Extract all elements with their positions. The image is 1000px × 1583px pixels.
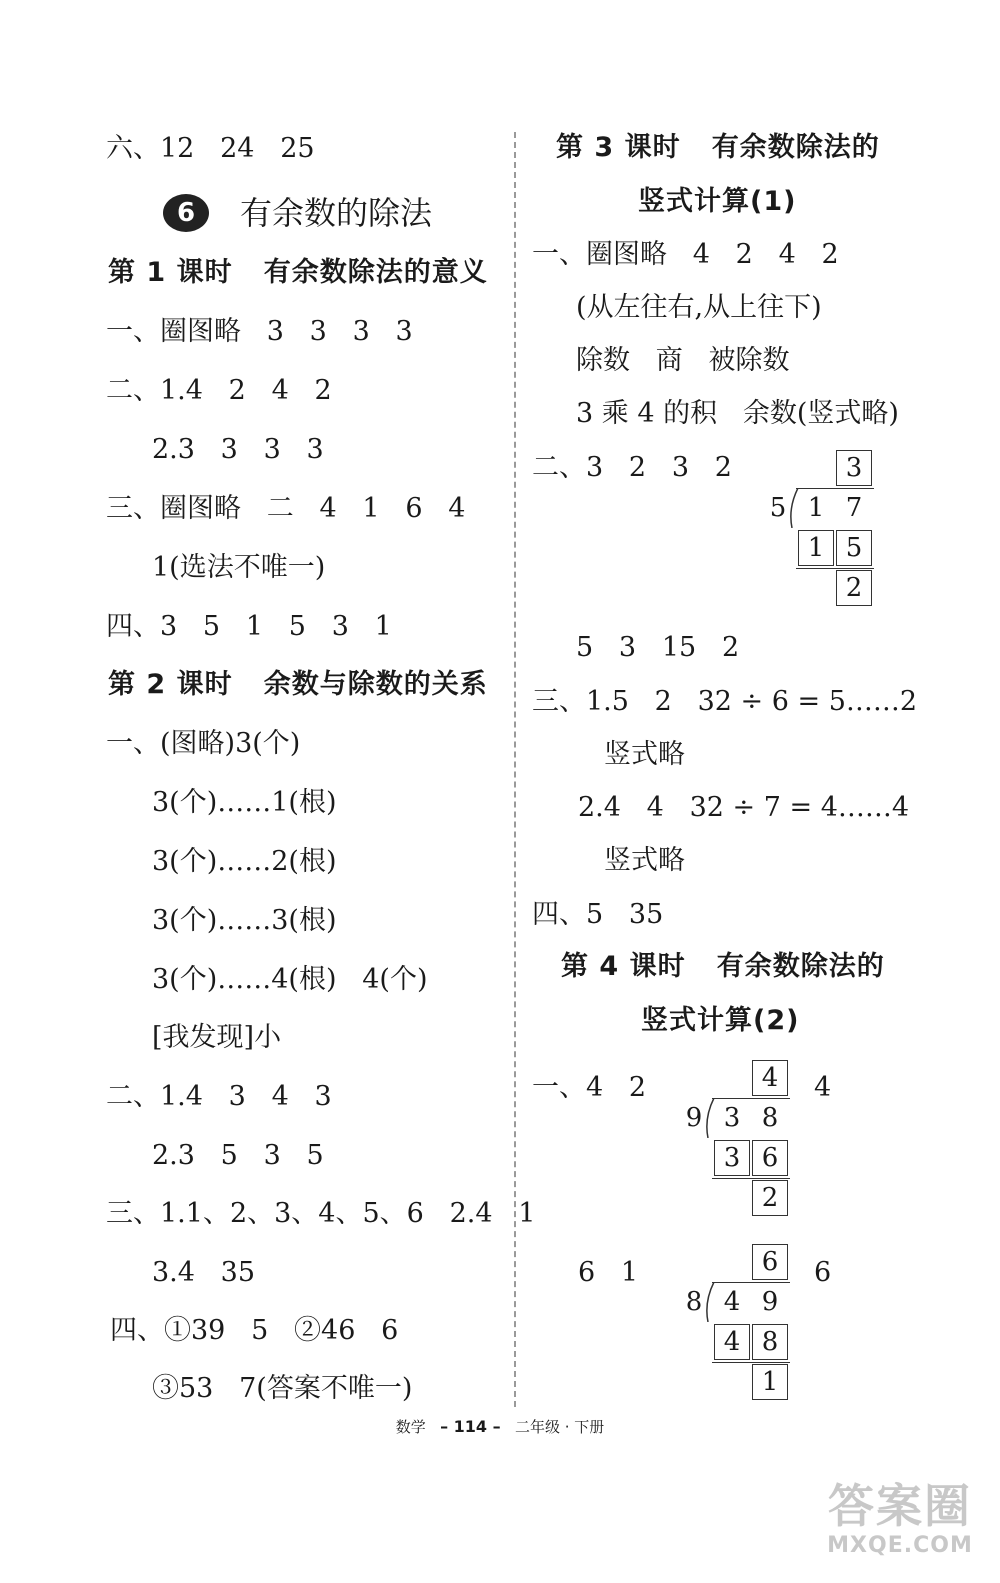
chapter-title: 有余数的除法 [240, 194, 433, 232]
subtraction-line [712, 1178, 790, 1179]
subtraction-line [712, 1362, 790, 1363]
answer-line: 3(个)……1(根) [152, 787, 337, 818]
product-box: 8 [752, 1324, 788, 1360]
answer-line: 2.3 3 3 3 [152, 434, 324, 465]
answer-line: 3.4 35 [152, 1257, 256, 1288]
answer-line: (从左往右,从上往下) [576, 292, 822, 323]
answer-line: 一、4 2 [532, 1072, 647, 1103]
chapter-number-badge: 6 [163, 194, 209, 232]
product-box: 3 [714, 1140, 750, 1176]
answer-line: 四、5 35 [532, 899, 664, 930]
product-box: 1 [798, 530, 834, 566]
answer-line: 6 [814, 1257, 832, 1288]
answer-line: 一、(图略)3(个) [106, 728, 301, 759]
lesson-heading: 第 2 课时 余数与除数的关系 [108, 669, 488, 700]
answer-line: 5 3 15 2 [576, 632, 740, 663]
answer-line: ③53 7(答案不唯一) [152, 1373, 413, 1404]
answer-line: 四、①39 5 ②46 6 [110, 1315, 399, 1346]
answer-line: 1(选法不唯一) [152, 552, 326, 583]
lesson-heading: 第 3 课时 有余数除法的 [556, 132, 880, 163]
answer-line: 3 乘 4 的积 余数(竖式略) [576, 398, 899, 429]
divisor: 8 [685, 1287, 703, 1317]
dividend-digit: 8 [761, 1103, 779, 1133]
division-bar [796, 488, 874, 489]
answer-line: 一、圈图略 3 3 3 3 [106, 316, 413, 347]
dividend-digit: 1 [807, 493, 825, 523]
lesson-heading: 竖式计算(1) [638, 186, 797, 217]
answer-line: 二、3 2 3 2 [532, 452, 732, 483]
page-footer [0, 1416, 1000, 1437]
answer-line: 6 1 [578, 1257, 639, 1288]
product-box: 4 [714, 1324, 750, 1360]
answer-line: 四、3 5 1 5 3 1 [106, 611, 392, 642]
dividend-digit: 3 [723, 1103, 741, 1133]
answer-line: 三、圈图略 二 4 1 6 4 [106, 493, 466, 524]
answer-line: 4 [814, 1072, 832, 1103]
answer-line: 二、1.4 2 4 2 [106, 375, 332, 406]
answer-line: 竖式略 [604, 845, 685, 876]
lesson-heading: 第 4 课时 有余数除法的 [561, 951, 885, 982]
watermark-logo: 答案圈 [828, 1479, 972, 1533]
answer-line: [我发现]小 [152, 1022, 282, 1053]
product-box: 5 [836, 530, 872, 566]
lesson-heading: 第 1 课时 有余数除法的意义 [108, 257, 488, 288]
dividend-digit: 7 [845, 493, 863, 523]
quotient-box: 4 [752, 1060, 788, 1096]
answer-line: 除数 商 被除数 [576, 345, 790, 376]
watermark [815, 1478, 985, 1558]
answer-line: 三、1.1、2、3、4、5、6 2.4 1 [106, 1198, 536, 1229]
division-bar [712, 1098, 790, 1099]
column-divider [514, 132, 516, 1407]
answer-line: 六、12 24 25 [106, 133, 315, 164]
answer-line: 3(个)……4(根) 4(个) [152, 964, 428, 995]
quotient-box: 3 [836, 450, 872, 486]
answer-line: 一、圈图略 4 2 4 2 [532, 239, 839, 270]
answer-line: 3(个)……2(根) [152, 846, 337, 877]
footer-subject: 数学 [395, 1418, 426, 1436]
divisor: 9 [685, 1103, 703, 1133]
lesson-heading: 竖式计算(2) [641, 1005, 800, 1036]
answer-line: 竖式略 [604, 739, 685, 770]
answer-line: 2.3 5 3 5 [152, 1140, 324, 1171]
subtraction-line [796, 568, 874, 569]
footer-grade: 二年级 · 下册 [514, 1418, 605, 1436]
remainder-box: 2 [752, 1180, 788, 1216]
remainder-box: 2 [836, 570, 872, 606]
divisor: 5 [769, 493, 787, 523]
division-bar [712, 1282, 790, 1283]
product-box: 6 [752, 1140, 788, 1176]
answer-line: 3(个)……3(根) [152, 905, 337, 936]
remainder-box: 1 [752, 1364, 788, 1400]
watermark-url: MXQE.COM [827, 1533, 973, 1558]
answer-line: 三、1.5 2 32 ÷ 6 = 5……2 [532, 686, 918, 717]
quotient-box: 6 [752, 1244, 788, 1280]
dividend-digit: 9 [761, 1287, 779, 1317]
answer-line: 二、1.4 3 4 3 [106, 1081, 332, 1112]
answer-line: 2.4 4 32 ÷ 7 = 4……4 [578, 792, 910, 823]
page-number: – 114 – [440, 1417, 501, 1436]
dividend-digit: 4 [723, 1287, 741, 1317]
